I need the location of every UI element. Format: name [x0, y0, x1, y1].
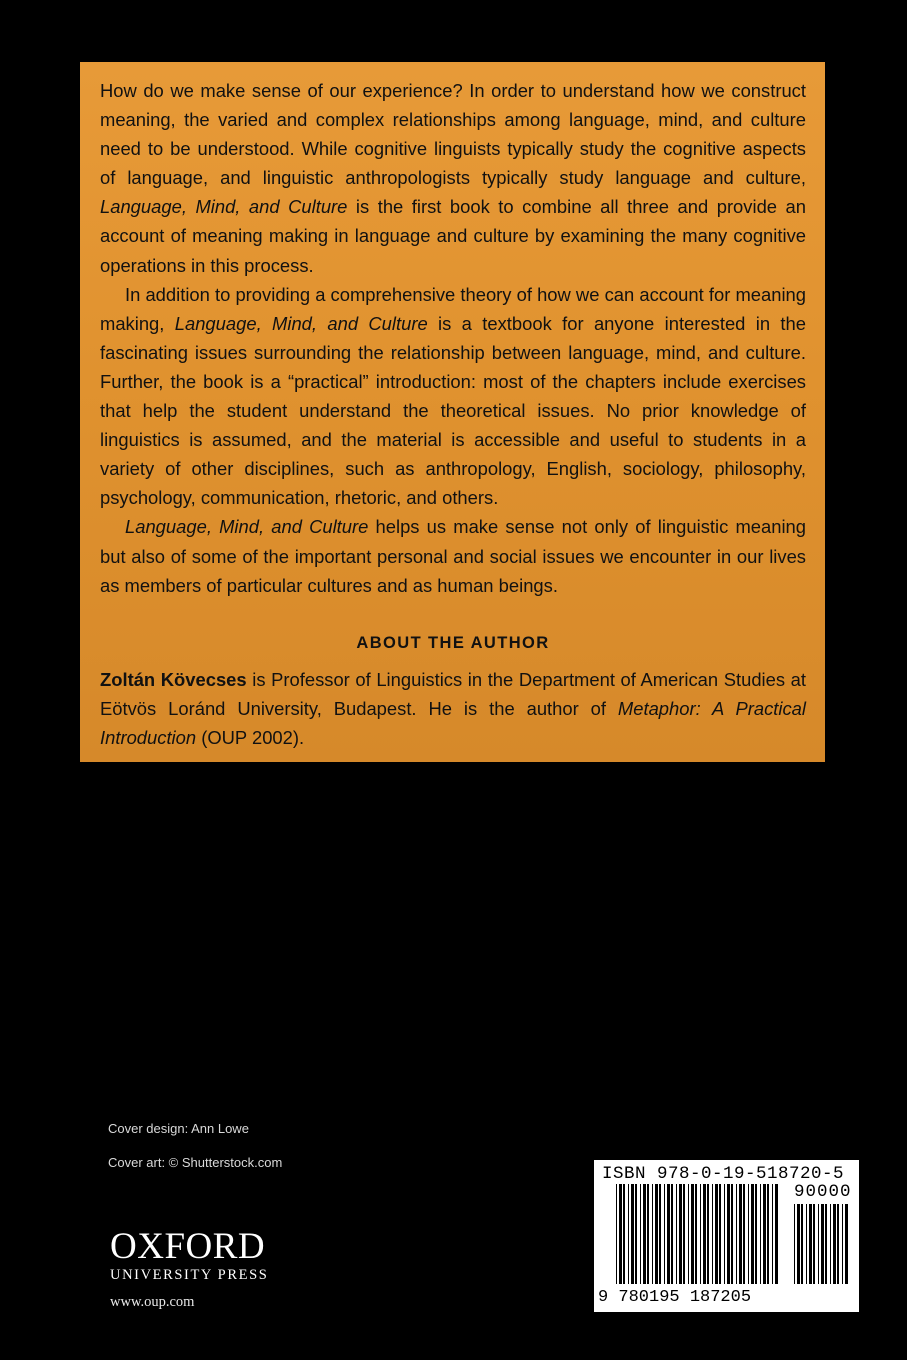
ean-digits: 9 780195 187205 [598, 1288, 752, 1307]
about-author-heading: ABOUT THE AUTHOR [356, 633, 550, 652]
cover-design-credit: Cover design: Ann Lowe [108, 1121, 249, 1136]
publisher-url: www.oup.com [110, 1294, 195, 1310]
book-title: Language, Mind, and Culture [125, 516, 369, 538]
blurb-panel [80, 62, 825, 762]
publisher-subtitle: UNIVERSITY PRESS [110, 1267, 269, 1283]
blurb-paragraph-1: How do we make sense of our experience? In order to understand how we construct meaning, the varied and complex relationships among language, mind, and culture need to be understood. While cognitive linguists typically study the cognitive aspects of language, and linguistic anthropologists typically study language and culture, Language, Mind, and Culture is the first book to combine all three and provide an account of meaning making in language and culture by examining the many cognitive operations in this process. [100, 80, 806, 276]
publisher-logo [110, 1227, 268, 1311]
isbn-number: ISBN 978-0-19-518720-5 [602, 1164, 845, 1184]
blurb-paragraph-2: In addition to providing a comprehensive theory of how we can account for meaning making, Language, Mind, and Culture is a textbook for anyone interested in the fascinating issues surrounding the relationship between language, mind, and culture. Further, the book is a “practical” introduction: most of the chapters include exercises that help the student understand the theoretical issues. No prior knowledge of linguistics is assumed, and the material is accessible and useful to students in a variety of other disciplines, such as anthropology, English, sociology, philosophy, psychology, communication, rhetoric, and others. [100, 283, 806, 509]
cover-art-credit: Cover art: © Shutterstock.com [108, 1155, 283, 1170]
cover-credits [108, 1121, 282, 1189]
author-bio: Zoltán Kövecses is Professor of Linguistics in the Department of American Studies at Eötvös Loránd University, Budapest. He is the author of Metaphor: A Practical Introduction (OUP 2002). [100, 668, 806, 748]
book-title: Language, Mind, and Culture [174, 312, 428, 334]
blurb-paragraph-3: Language, Mind, and Culture helps us make sense not only of linguistic meaning but also of some of the important personal and social issues we encounter in our lives as members of particular cultures and as human beings. [100, 516, 806, 596]
price-code: 90000 [794, 1182, 852, 1202]
author-name: Zoltán Kövecses [100, 668, 247, 690]
publisher-name: OXFORD [110, 1226, 266, 1267]
barcode-box [594, 1160, 859, 1312]
other-book-title: Metaphor: A Practical Introduction [100, 697, 806, 748]
book-title: Language, Mind, and Culture [100, 196, 348, 218]
